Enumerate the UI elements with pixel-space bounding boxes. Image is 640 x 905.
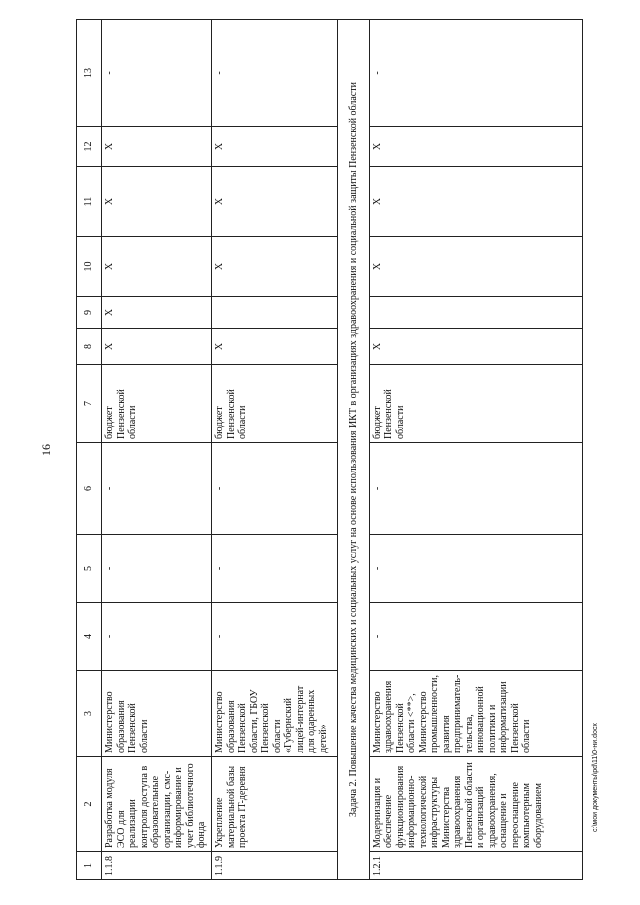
executor-cell: Министерство образования Пензенской области — [102, 671, 212, 757]
task-heading-row — [338, 20, 369, 880]
table-row — [369, 20, 582, 880]
table-cell: X — [212, 329, 338, 365]
row-number-cell: 1.1.8 — [102, 852, 212, 880]
table-cell: X — [102, 237, 212, 297]
funding-source-cell: бюджет Пензенской области — [102, 365, 212, 443]
table-cell: X — [212, 167, 338, 237]
measure-name-cell: Разработка модуля ЭСО для реализации контроля доступа в образовательные организации, смс-информирование и учет библиотечного фонда — [102, 757, 212, 852]
column-header: 6 — [77, 443, 102, 535]
table-cell: - — [102, 443, 212, 535]
table-row — [102, 20, 212, 880]
column-header: 10 — [77, 237, 102, 297]
executor-cell: Министерство здравоохранения Пензенской области <**>, Министерство промышленности, развития предприниматель-тельства, инновационной политики и информатизации Пензенской области — [369, 671, 582, 757]
table-cell: X — [102, 127, 212, 167]
table-cell: X — [369, 329, 582, 365]
row-number-cell: 1.1.9 — [212, 852, 338, 880]
table-cell: - — [212, 535, 338, 603]
column-header: 3 — [77, 671, 102, 757]
table-row — [212, 20, 338, 880]
table-cell — [212, 297, 338, 329]
row-number-cell: 1.2.1 — [369, 852, 582, 880]
column-header: 2 — [77, 757, 102, 852]
table-cell: - — [212, 20, 338, 127]
table-cell: - — [212, 603, 338, 671]
table-cell: X — [212, 237, 338, 297]
funding-source-cell: бюджет Пензенской области — [369, 365, 582, 443]
program-measures-table — [76, 19, 583, 880]
table-cell: - — [102, 603, 212, 671]
column-header: 8 — [77, 329, 102, 365]
executor-cell: Министерство образования Пензенской области, ГБОУ Пензенской области «Губернский лицей-интернат для одаренных детей» — [212, 671, 338, 757]
task-heading: Задача 2. Повышение качества медицинских и социальных услуг на основе использования ИКТ в организациях здравоохранения и социальной защиты Пензенской области — [338, 20, 369, 880]
table-cell: X — [102, 297, 212, 329]
table-cell: - — [102, 535, 212, 603]
table-cell: X — [102, 167, 212, 237]
table-cell: - — [102, 20, 212, 127]
table-cell: X — [369, 167, 582, 237]
table-cell — [369, 297, 582, 329]
measure-name-cell: Укрепление материальной базы проекта IT-деревня — [212, 757, 338, 852]
column-header: 7 — [77, 365, 102, 443]
column-header: 1 — [77, 852, 102, 880]
table-cell: X — [369, 237, 582, 297]
column-header: 12 — [77, 127, 102, 167]
table-cell: - — [212, 443, 338, 535]
column-header: 9 — [77, 297, 102, 329]
page-number: 16 — [39, 444, 53, 456]
table-cell: - — [369, 603, 582, 671]
file-path-footer: c:\мои документы\pd\11\0-ни.docx — [592, 723, 599, 832]
column-header: 13 — [77, 20, 102, 127]
table-cell: - — [369, 20, 582, 127]
table-cell: - — [369, 443, 582, 535]
table-cell: X — [102, 329, 212, 365]
column-header: 11 — [77, 167, 102, 237]
measure-name-cell: Модернизация и обеспечение функционирования информационно-технологической инфраструктуры Министерства здравоохранения Пензенской области и организаций здравоохранения, оснащение и переоснащение компьютерным оборудованием — [369, 757, 582, 852]
table-cell: X — [369, 127, 582, 167]
funding-source-cell: бюджет Пензенской области — [212, 365, 338, 443]
table-cell: - — [369, 535, 582, 603]
table-cell: X — [212, 127, 338, 167]
column-header: 4 — [77, 603, 102, 671]
header-row — [77, 20, 102, 880]
column-header: 5 — [77, 535, 102, 603]
rotated-table-container — [76, 20, 583, 880]
